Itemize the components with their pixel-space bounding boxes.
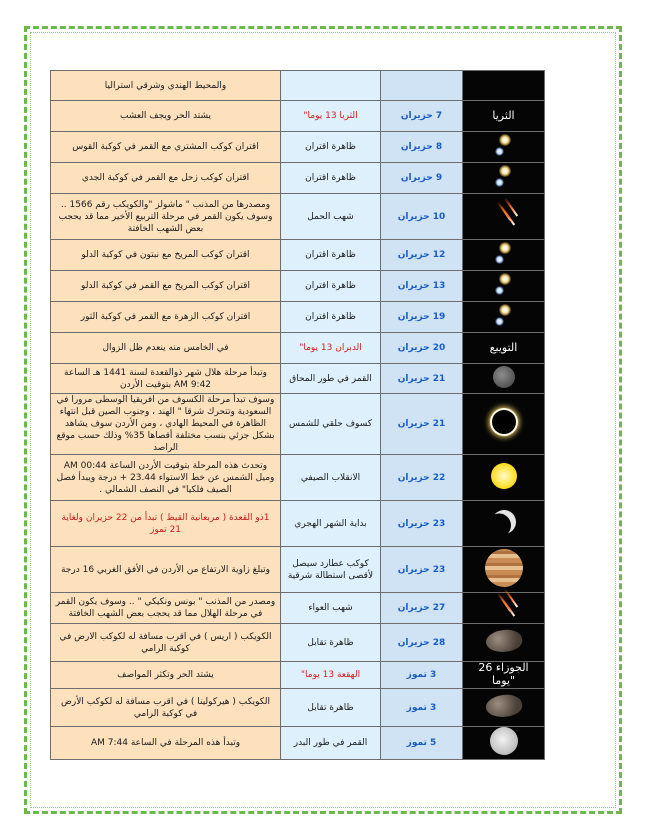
- row-date: 23 حزيران: [381, 547, 463, 593]
- row-image-cell: [463, 71, 545, 101]
- row-image-cell: [463, 394, 545, 455]
- astronomy-calendar-table: [50, 70, 545, 760]
- row-date: 9 حزيران: [381, 163, 463, 194]
- row-date: 12 حزيران: [381, 240, 463, 271]
- row-image-cell: [463, 163, 545, 194]
- table-row: [51, 689, 545, 727]
- table-row: [51, 727, 545, 760]
- row-image-cell: [463, 333, 545, 364]
- row-description: الكويكب ( اريس ) في اقرب مسافة له لكوكب الارض في كوكبة الرامي: [51, 624, 281, 662]
- row-image-cell: [463, 547, 545, 593]
- asteroid-icon: [484, 691, 524, 720]
- table-row: [51, 71, 545, 101]
- row-date: 3 تموز: [381, 689, 463, 727]
- star-pair-icon: [491, 302, 517, 328]
- row-description: يشتد الحر وتكثر المواصف: [51, 662, 281, 689]
- month-label: الجوزاء 26 يوما": [478, 661, 529, 687]
- row-image-cell: [463, 101, 545, 132]
- row-event: شهب العواء: [281, 593, 381, 624]
- row-description: وتبدأ مرحلة هلال شهر ذوالقعدة لسنة 1441 هـ الساعة 9:42 AM بتوقيت الأردن: [51, 364, 281, 394]
- row-event: ظاهرة اقتران: [281, 163, 381, 194]
- row-date: 21 حزيران: [381, 394, 463, 455]
- table-row: [51, 547, 545, 593]
- table-row: [51, 333, 545, 364]
- row-event: ظاهرة اقتران: [281, 271, 381, 302]
- row-description: 1ذو القعدة ( مربعانية القيظ ) تبدأ من 22 حزيران ولغاية 21 تموز: [51, 501, 281, 547]
- row-date: 22 حزيران: [381, 455, 463, 501]
- table-row: [51, 132, 545, 163]
- row-image-cell: [463, 727, 545, 760]
- star-pair-icon: [491, 163, 517, 189]
- eclipse-icon: [492, 410, 516, 434]
- row-image-cell: [463, 593, 545, 624]
- row-event: الانقلاب الصيفي: [281, 455, 381, 501]
- row-description: ومصدر من المذنب " بونس ونكيكي " .. وسوف يكون القمر في مرحلة الهلال مما قد يحجب بعض الشهب الخافتة: [51, 593, 281, 624]
- row-event: [281, 71, 381, 101]
- row-description: اقتران كوكب المشتري مع القمر في كوكبة القوس: [51, 132, 281, 163]
- row-image-cell: [463, 132, 545, 163]
- row-date: 10 حزيران: [381, 194, 463, 240]
- full-moon-icon: [490, 727, 518, 755]
- crescent-moon-icon: [488, 506, 520, 538]
- row-description: في الخامس منه ينعدم ظل الزوال: [51, 333, 281, 364]
- meteor-icon: [491, 202, 517, 228]
- star-pair-icon: [491, 132, 517, 158]
- row-image-cell: [463, 662, 545, 689]
- row-image-cell: [463, 501, 545, 547]
- row-description: يشتد الحر ويجف العشب: [51, 101, 281, 132]
- row-image-cell: [463, 271, 545, 302]
- row-image-cell: [463, 240, 545, 271]
- sun-icon: [491, 463, 517, 489]
- table-row: [51, 455, 545, 501]
- row-description: اقتران كوكب المريخ مع القمر في كوكبة الدلو: [51, 271, 281, 302]
- table-row: [51, 271, 545, 302]
- row-event: ظاهرة اقتران: [281, 132, 381, 163]
- row-date: 3 تموز: [381, 662, 463, 689]
- row-event: الثريا 13 يوما": [281, 101, 381, 132]
- row-date: 5 تموز: [381, 727, 463, 760]
- meteor-icon: [491, 593, 517, 619]
- row-date: 23 حزيران: [381, 501, 463, 547]
- row-description: وتحدث هذه المرحلة بتوقيت الأردن الساعة 00:44 AM وميل الشمس عن خط الاستواء 23.44 + درجة ويبدأ فصل الصيف فلكيا" في النصف الشمالي .: [51, 455, 281, 501]
- row-event: الهقعة 13 يوما": [281, 662, 381, 689]
- row-event: الدبران 13 يوما": [281, 333, 381, 364]
- table-row: [51, 240, 545, 271]
- new-moon-icon: [493, 366, 515, 388]
- table-row: [51, 364, 545, 394]
- star-pair-icon: [491, 240, 517, 266]
- table-row: [51, 624, 545, 662]
- row-description: اقتران كوكب زحل مع القمر في كوكبة الجدي: [51, 163, 281, 194]
- row-date: 28 حزيران: [381, 624, 463, 662]
- row-event: كوكب عطارد سيصل لأقصى استطالة شرقية: [281, 547, 381, 593]
- row-image-cell: [463, 302, 545, 333]
- row-date: 20 حزيران: [381, 333, 463, 364]
- month-label: الثريا: [492, 108, 515, 122]
- table-row: [51, 302, 545, 333]
- row-image-cell: [463, 624, 545, 662]
- row-description: اقتران كوكب المريخ مع نبتون في كوكبة الدلو: [51, 240, 281, 271]
- row-date: 27 حزيران: [381, 593, 463, 624]
- month-label: التويبع: [489, 340, 518, 354]
- table-row: [51, 593, 545, 624]
- planet-icon: [485, 549, 523, 587]
- row-description: وتبدأ هذه المرحلة في الساعة 7:44 AM: [51, 727, 281, 760]
- row-date: [381, 71, 463, 101]
- row-event: القمر في طور المحاق: [281, 364, 381, 394]
- row-event: كسوف حلقي للشمس: [281, 394, 381, 455]
- row-date: 8 حزيران: [381, 132, 463, 163]
- row-date: 21 حزيران: [381, 364, 463, 394]
- row-description: وتبلغ زاوية الارتفاع من الأردن في الأفق الغربي 16 درجة: [51, 547, 281, 593]
- table-row: [51, 501, 545, 547]
- row-description: الكويكب ( هيركولينا ) في اقرب مسافة له لكوكب الأرض في كوكبة الرامي: [51, 689, 281, 727]
- row-event: شهب الحمل: [281, 194, 381, 240]
- asteroid-icon: [484, 626, 524, 655]
- row-description: اقتران كوكب الزهرة مع القمر في كوكبة الثور: [51, 302, 281, 333]
- row-description: ومصدرها من المذنب " ماشولز "والكويكب رقم 1566 .. وسوف يكون القمر في مرحلة التربيع الأخير مما قد يحجب بعض الشهب الخافتة: [51, 194, 281, 240]
- row-event: ظاهرة تقابل: [281, 689, 381, 727]
- row-image-cell: [463, 689, 545, 727]
- row-date: 19 حزيران: [381, 302, 463, 333]
- table-row: [51, 194, 545, 240]
- row-event: ظاهرة اقتران: [281, 240, 381, 271]
- row-event: القمر في طور البدر: [281, 727, 381, 760]
- table-row: [51, 394, 545, 455]
- row-image-cell: [463, 455, 545, 501]
- row-description: والمحيط الهندي وشرقي استراليا: [51, 71, 281, 101]
- row-description: وسوف تبدأ مرحلة الكسوف من افريقيا الوسطى مرورا في السعودية وتتحرك شرقا " الهند ، وجنوب الصين قبل انتهاء الظاهرة في المحيط الهادي ، ومن الأردن سوف يشاهد بشكل جزئي بنسب مختلفة أقصاها 35% وذلك حسب موقع الراصد: [51, 394, 281, 455]
- star-pair-icon: [491, 271, 517, 297]
- row-date: 7 حزيران: [381, 101, 463, 132]
- row-image-cell: [463, 194, 545, 240]
- row-event: ظاهرة تقابل: [281, 624, 381, 662]
- table-row: [51, 662, 545, 689]
- table-row: [51, 101, 545, 132]
- row-date: 13 حزيران: [381, 271, 463, 302]
- table-row: [51, 163, 545, 194]
- row-event: ظاهرة اقتران: [281, 302, 381, 333]
- row-image-cell: [463, 364, 545, 394]
- row-event: بداية الشهر الهجري: [281, 501, 381, 547]
